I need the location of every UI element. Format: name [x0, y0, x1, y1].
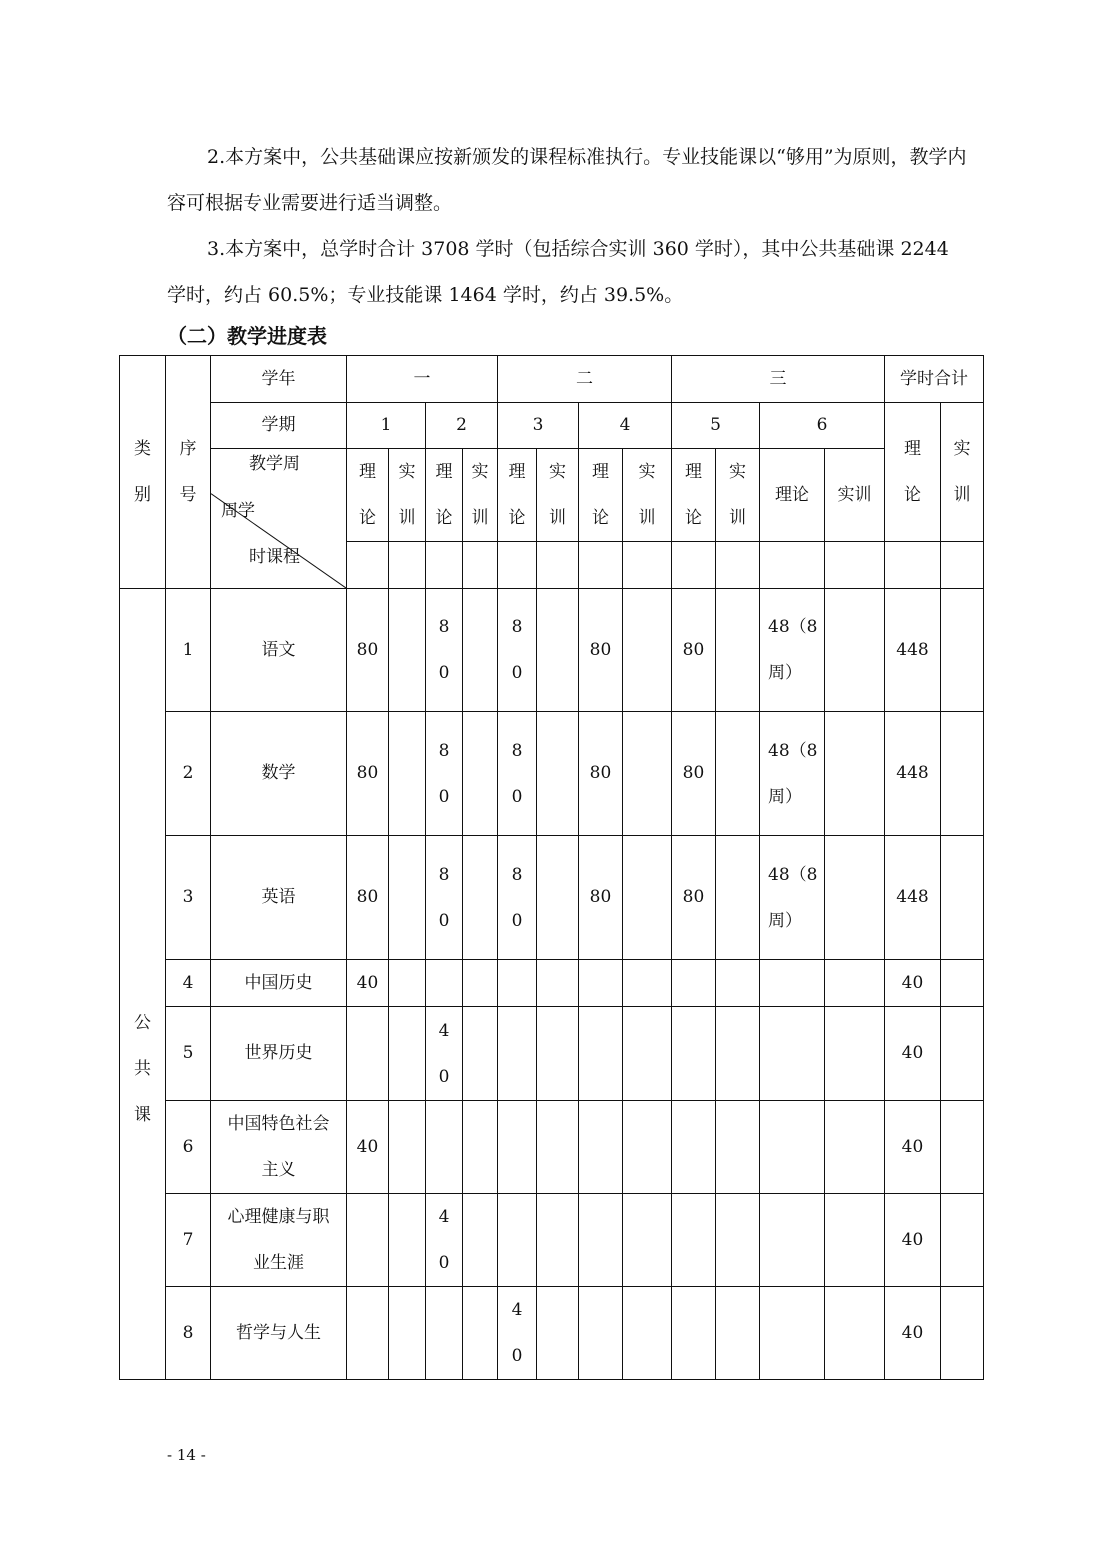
seq-cell: 7: [166, 1194, 211, 1287]
s4-theory-header: 理论: [579, 449, 623, 542]
s3-theory-cell: 80: [498, 712, 537, 836]
total-theory-cell: 448: [885, 836, 941, 960]
header-row-semester: [120, 403, 984, 449]
seq-cell: 5: [166, 1007, 211, 1101]
seq-cell: 1: [166, 589, 211, 712]
total-theory-cell: 448: [885, 712, 941, 836]
s1-practice-header: 实训: [389, 449, 426, 542]
s1-theory-cell: 40: [347, 1101, 389, 1194]
weekly-hours-label: 周学: [221, 501, 255, 521]
seq-cell: 6: [166, 1101, 211, 1194]
table-row: [120, 836, 984, 960]
total-theory-cell: 448: [885, 589, 941, 712]
s4-practice-header: 实训: [623, 449, 672, 542]
s5-practice-header: 实训: [716, 449, 760, 542]
s2-theory-cell: 40: [426, 1194, 463, 1287]
semester-label: 学期: [211, 403, 347, 449]
s3-theory-cell: 80: [498, 589, 537, 712]
course-cell: 哲学与人生: [211, 1287, 347, 1380]
teaching-schedule-table: [119, 355, 984, 1380]
total-theory-cell: 40: [885, 960, 941, 1007]
course-cell: 数学: [211, 712, 347, 836]
year-3: 三: [672, 356, 885, 403]
s2-theory-cell: 40: [426, 1007, 463, 1101]
course-cell: 心理健康与职业生涯: [211, 1194, 347, 1287]
course-cell: 中国特色社会主义: [211, 1101, 347, 1194]
table-row: [120, 712, 984, 836]
course-cell: 英语: [211, 836, 347, 960]
s6-theory-cell: 48（8周）: [760, 712, 825, 836]
semester-2: 2: [426, 403, 498, 449]
category-header: 类别: [120, 356, 166, 589]
s1-theory-cell: 80: [347, 712, 389, 836]
s5-theory-cell: 80: [672, 836, 716, 960]
s2-theory-cell: 80: [426, 836, 463, 960]
s3-practice-header: 实训: [537, 449, 579, 542]
course-label: 时课程: [249, 547, 300, 567]
semester-3: 3: [498, 403, 579, 449]
total-theory-cell: 40: [885, 1101, 941, 1194]
s6-practice-header: 实训: [825, 449, 885, 542]
s5-theory-cell: 80: [672, 712, 716, 836]
semester-4: 4: [579, 403, 672, 449]
total-header: 学时合计: [885, 356, 984, 403]
table-row: [120, 960, 984, 1007]
s2-theory-cell: 80: [426, 712, 463, 836]
table-row: [120, 1287, 984, 1380]
s5-theory-header: 理论: [672, 449, 716, 542]
s1-theory-cell: 80: [347, 589, 389, 712]
s5-theory-cell: 80: [672, 589, 716, 712]
seq-cell: 4: [166, 960, 211, 1007]
page-number: - 14 -: [167, 1446, 206, 1464]
s2-practice-header: 实训: [463, 449, 498, 542]
semester-1: 1: [347, 403, 426, 449]
table-row: [120, 1101, 984, 1194]
diagonal-header-cell: [211, 449, 347, 589]
semester-6: 6: [760, 403, 885, 449]
semester-5: 5: [672, 403, 760, 449]
total-theory-cell: 40: [885, 1007, 941, 1101]
s1-theory-cell: 80: [347, 836, 389, 960]
s4-theory-cell: 80: [579, 589, 623, 712]
teaching-weeks-label: 教学周: [249, 454, 300, 474]
seq-header: 序号: [166, 356, 211, 589]
category-public-cell: 公共课: [120, 589, 166, 1380]
s4-theory-cell: 80: [579, 712, 623, 836]
seq-cell: 3: [166, 836, 211, 960]
total-theory-cell: 40: [885, 1287, 941, 1380]
year-2: 二: [498, 356, 672, 403]
year-label: 学年: [211, 356, 347, 403]
s2-theory-cell: 80: [426, 589, 463, 712]
header-row-year: [120, 356, 984, 403]
course-cell: 中国历史: [211, 960, 347, 1007]
table-row: [120, 1007, 984, 1101]
s6-theory-header: 理论: [760, 449, 825, 542]
s6-theory-cell: 48（8周）: [760, 589, 825, 712]
s2-theory-header: 理论: [426, 449, 463, 542]
year-1: 一: [347, 356, 498, 403]
s3-theory-cell: 40: [498, 1287, 537, 1380]
s1-theory-header: 理论: [347, 449, 389, 542]
seq-cell: 8: [166, 1287, 211, 1380]
table-row: [120, 1194, 984, 1287]
paragraph-2: 2.本方案中，公共基础课应按新颁发的课程标准执行。专业技能课以“够用”为原则，教学内容可根据专业需要进行适当调整。: [167, 146, 967, 214]
s1-theory-cell: 40: [347, 960, 389, 1007]
paragraph-3: 3.本方案中，总学时合计 3708 学时（包括综合实训 360 学时），其中公共基础课 2244 学时，约占 60.5%；专业技能课 1464 学时，约占 39.5%。: [167, 238, 949, 306]
course-cell: 世界历史: [211, 1007, 347, 1101]
seq-cell: 2: [166, 712, 211, 836]
total-theory-cell: 40: [885, 1194, 941, 1287]
course-cell: 语文: [211, 589, 347, 712]
s3-theory-cell: 80: [498, 836, 537, 960]
total-practice-header: 实训: [941, 403, 984, 542]
header-row-type: [120, 449, 984, 542]
s6-theory-cell: 48（8周）: [760, 836, 825, 960]
s3-theory-header: 理论: [498, 449, 537, 542]
section-heading: （二）教学进度表: [167, 324, 327, 348]
table-row: [120, 589, 984, 712]
total-theory-header: 理论: [885, 403, 941, 542]
s4-theory-cell: 80: [579, 836, 623, 960]
